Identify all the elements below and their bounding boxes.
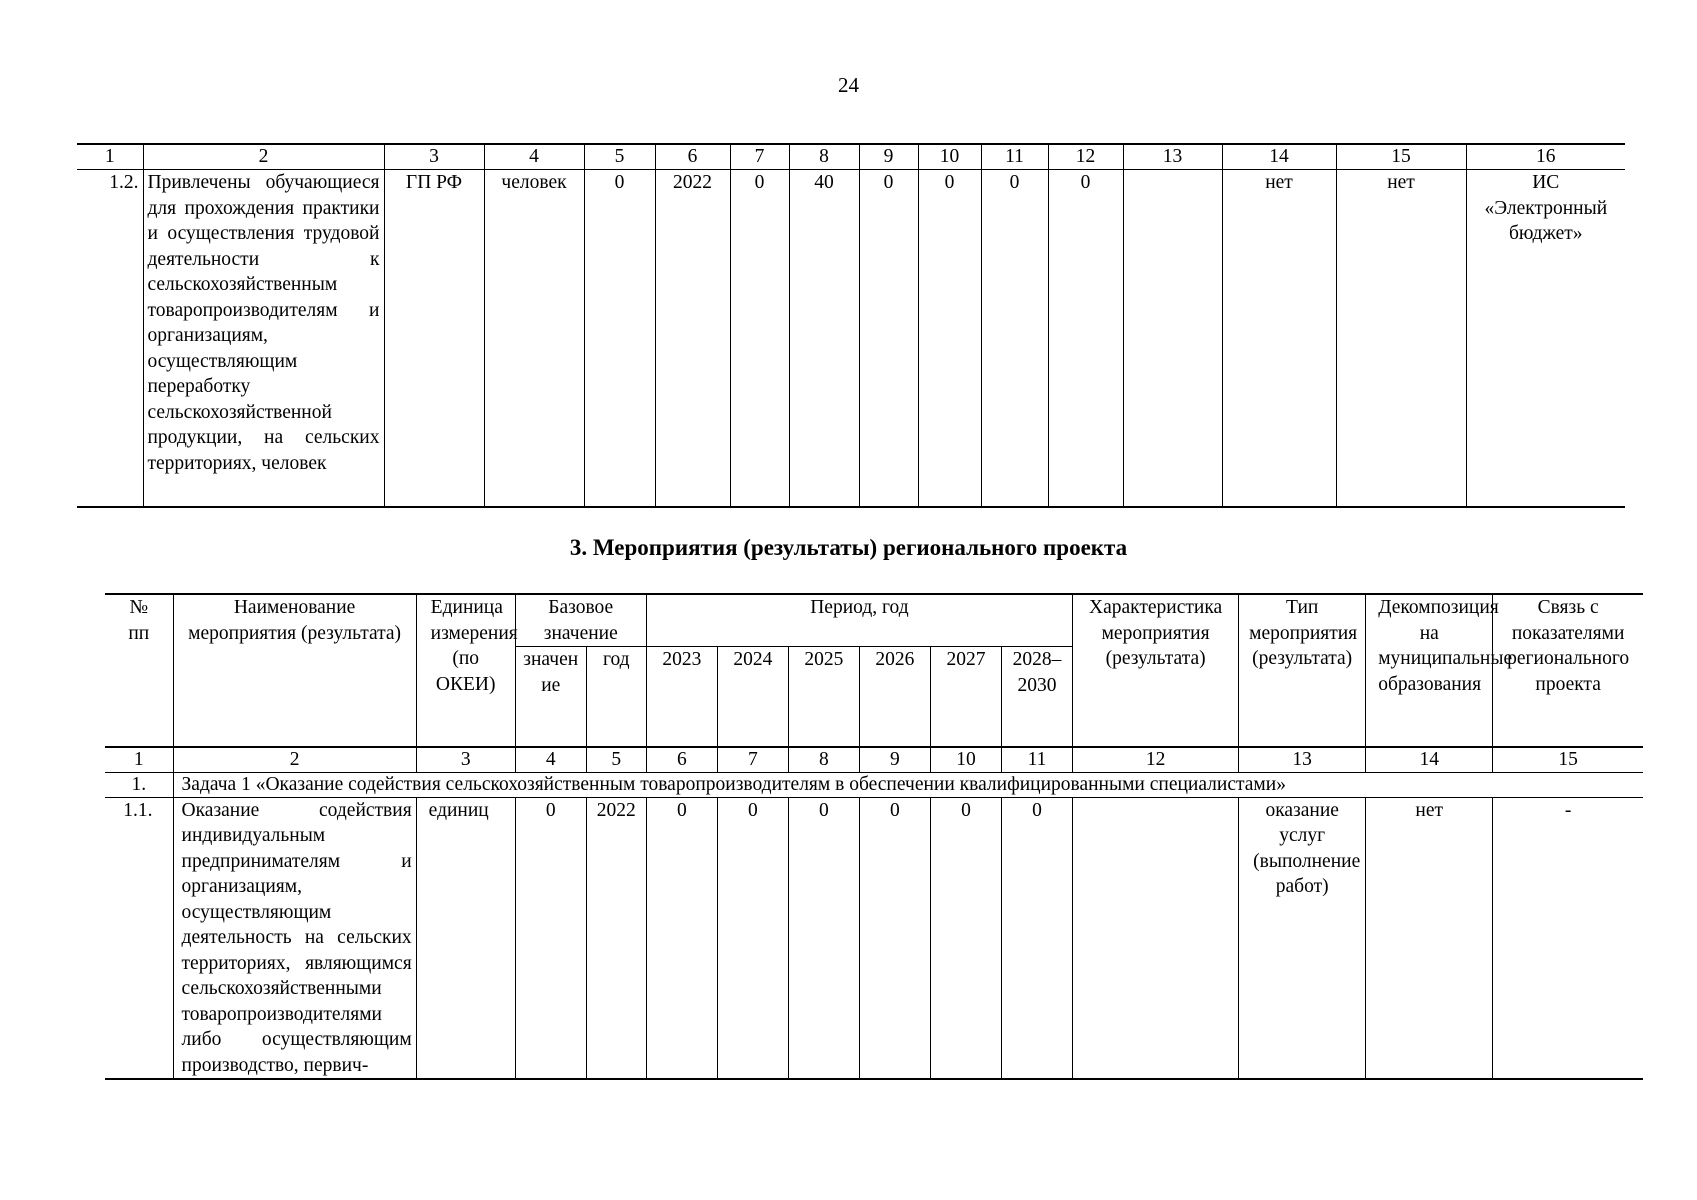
base-value: 0 bbox=[515, 797, 586, 1079]
value-cell: 40 bbox=[789, 170, 859, 507]
year-value: 0 bbox=[717, 797, 788, 1079]
base-year: 2022 bbox=[586, 797, 646, 1079]
column-number-row bbox=[77, 144, 1625, 170]
column-number: 1 bbox=[105, 747, 173, 773]
header-year: 2024 bbox=[717, 647, 788, 747]
column-number: 10 bbox=[930, 747, 1001, 773]
value-cell: 0 bbox=[1048, 170, 1123, 507]
column-number: 2 bbox=[173, 747, 416, 773]
column-number: 15 bbox=[1336, 144, 1466, 170]
column-number: 5 bbox=[586, 747, 646, 773]
activity-characteristic bbox=[1073, 797, 1239, 1079]
column-number: 7 bbox=[730, 144, 789, 170]
base-year: 2022 bbox=[655, 170, 730, 507]
value-cell: нет bbox=[1336, 170, 1466, 507]
activity-type: оказание услуг (выполнение работ) bbox=[1239, 797, 1366, 1079]
row-number: 1.1. bbox=[105, 797, 173, 1079]
column-number: 2 bbox=[143, 144, 384, 170]
value-cell: 0 bbox=[859, 170, 918, 507]
activity-link: - bbox=[1493, 797, 1643, 1079]
column-number: 10 bbox=[918, 144, 981, 170]
column-number: 11 bbox=[981, 144, 1048, 170]
base-value: 0 bbox=[584, 170, 655, 507]
task-row bbox=[105, 772, 1643, 797]
column-number: 6 bbox=[646, 747, 717, 773]
column-number: 9 bbox=[859, 747, 930, 773]
year-value: 0 bbox=[930, 797, 1001, 1079]
column-number: 11 bbox=[1001, 747, 1072, 773]
column-number: 3 bbox=[384, 144, 484, 170]
year-value: 0 bbox=[646, 797, 717, 1079]
year-value: 0 bbox=[1001, 797, 1072, 1079]
column-number: 13 bbox=[1239, 747, 1366, 773]
row-number: 1.2. bbox=[77, 170, 143, 507]
task-text: Задача 1 «Оказание содействия сельскохозяйственным товаропроизводителям в обеспечении квалифицированными специалистами» bbox=[173, 772, 1643, 797]
task-number: 1. bbox=[105, 772, 173, 797]
column-number: 15 bbox=[1493, 747, 1643, 773]
table-row bbox=[77, 170, 1625, 507]
header-year: 2026 bbox=[859, 647, 930, 747]
value-cell bbox=[1123, 170, 1222, 507]
value-cell: нет bbox=[1222, 170, 1336, 507]
column-number: 6 bbox=[655, 144, 730, 170]
header-decomposition: Декомпозиция на муниципальные образования bbox=[1366, 594, 1493, 747]
column-number: 12 bbox=[1048, 144, 1123, 170]
activity-unit: единиц bbox=[416, 797, 515, 1079]
header-name: Наименование мероприятия (результата) bbox=[173, 594, 416, 747]
header-type: Тип мероприятия (результата) bbox=[1239, 594, 1366, 747]
column-number-row bbox=[105, 747, 1643, 773]
header-base: Базовое значение bbox=[515, 594, 646, 647]
activity-name: Оказание содействия индивидуальным предпринимателям и организациям, осуществляющим деятельность на сельских территориях, являющимся сельскохозяйственными товаропроизводителями либо осуществляющим производство, первич- bbox=[173, 797, 416, 1079]
indicators-table bbox=[77, 143, 1625, 508]
column-number: 12 bbox=[1073, 747, 1239, 773]
header-period: Период, год bbox=[646, 594, 1072, 647]
page-number: 24 bbox=[838, 73, 859, 97]
indicator-name: Привлечены обучающиеся для прохождения практики и осуществления трудовой деятельности к сельскохозяйственным товаропроизводителям и организациям, осуществляющим переработку сельскохозяйственной продукции, на сельских территориях, человек bbox=[143, 170, 384, 507]
column-number: 13 bbox=[1123, 144, 1222, 170]
column-number: 8 bbox=[788, 747, 859, 773]
section-title: 3. Мероприятия (результаты) регионального проекта bbox=[569, 535, 1128, 560]
header-num: № пп bbox=[105, 594, 173, 747]
header-year: 2025 bbox=[788, 647, 859, 747]
activities-table bbox=[105, 593, 1643, 1080]
header-base-year: год bbox=[586, 647, 646, 747]
column-number: 9 bbox=[859, 144, 918, 170]
indicator-level: ГП РФ bbox=[384, 170, 484, 507]
header-year: 2028–2030 bbox=[1001, 647, 1072, 747]
column-number: 8 bbox=[789, 144, 859, 170]
column-number: 7 bbox=[717, 747, 788, 773]
column-number: 5 bbox=[584, 144, 655, 170]
indicator-unit: человек bbox=[484, 170, 584, 507]
table-row bbox=[105, 797, 1643, 1079]
header-year: 2023 bbox=[646, 647, 717, 747]
info-system: ИС «Электронный бюджет» bbox=[1466, 170, 1625, 507]
year-value: 0 bbox=[788, 797, 859, 1079]
value-cell: 0 bbox=[981, 170, 1048, 507]
column-number: 4 bbox=[515, 747, 586, 773]
value-cell: 0 bbox=[918, 170, 981, 507]
value-cell: 0 bbox=[730, 170, 789, 507]
activity-decomposition: нет bbox=[1366, 797, 1493, 1079]
header-link: Связь с показателями регионального проекта bbox=[1493, 594, 1643, 747]
header-row bbox=[105, 594, 1643, 647]
column-number: 4 bbox=[484, 144, 584, 170]
column-number: 14 bbox=[1366, 747, 1493, 773]
column-number: 1 bbox=[77, 144, 143, 170]
column-number: 16 bbox=[1466, 144, 1625, 170]
column-number: 3 bbox=[416, 747, 515, 773]
header-year: 2027 bbox=[930, 647, 1001, 747]
header-unit: Единица измерения (по ОКЕИ) bbox=[416, 594, 515, 747]
column-number: 14 bbox=[1222, 144, 1336, 170]
header-characteristic: Характеристика мероприятия (результата) bbox=[1073, 594, 1239, 747]
year-value: 0 bbox=[859, 797, 930, 1079]
header-base-value: значение bbox=[515, 647, 586, 747]
